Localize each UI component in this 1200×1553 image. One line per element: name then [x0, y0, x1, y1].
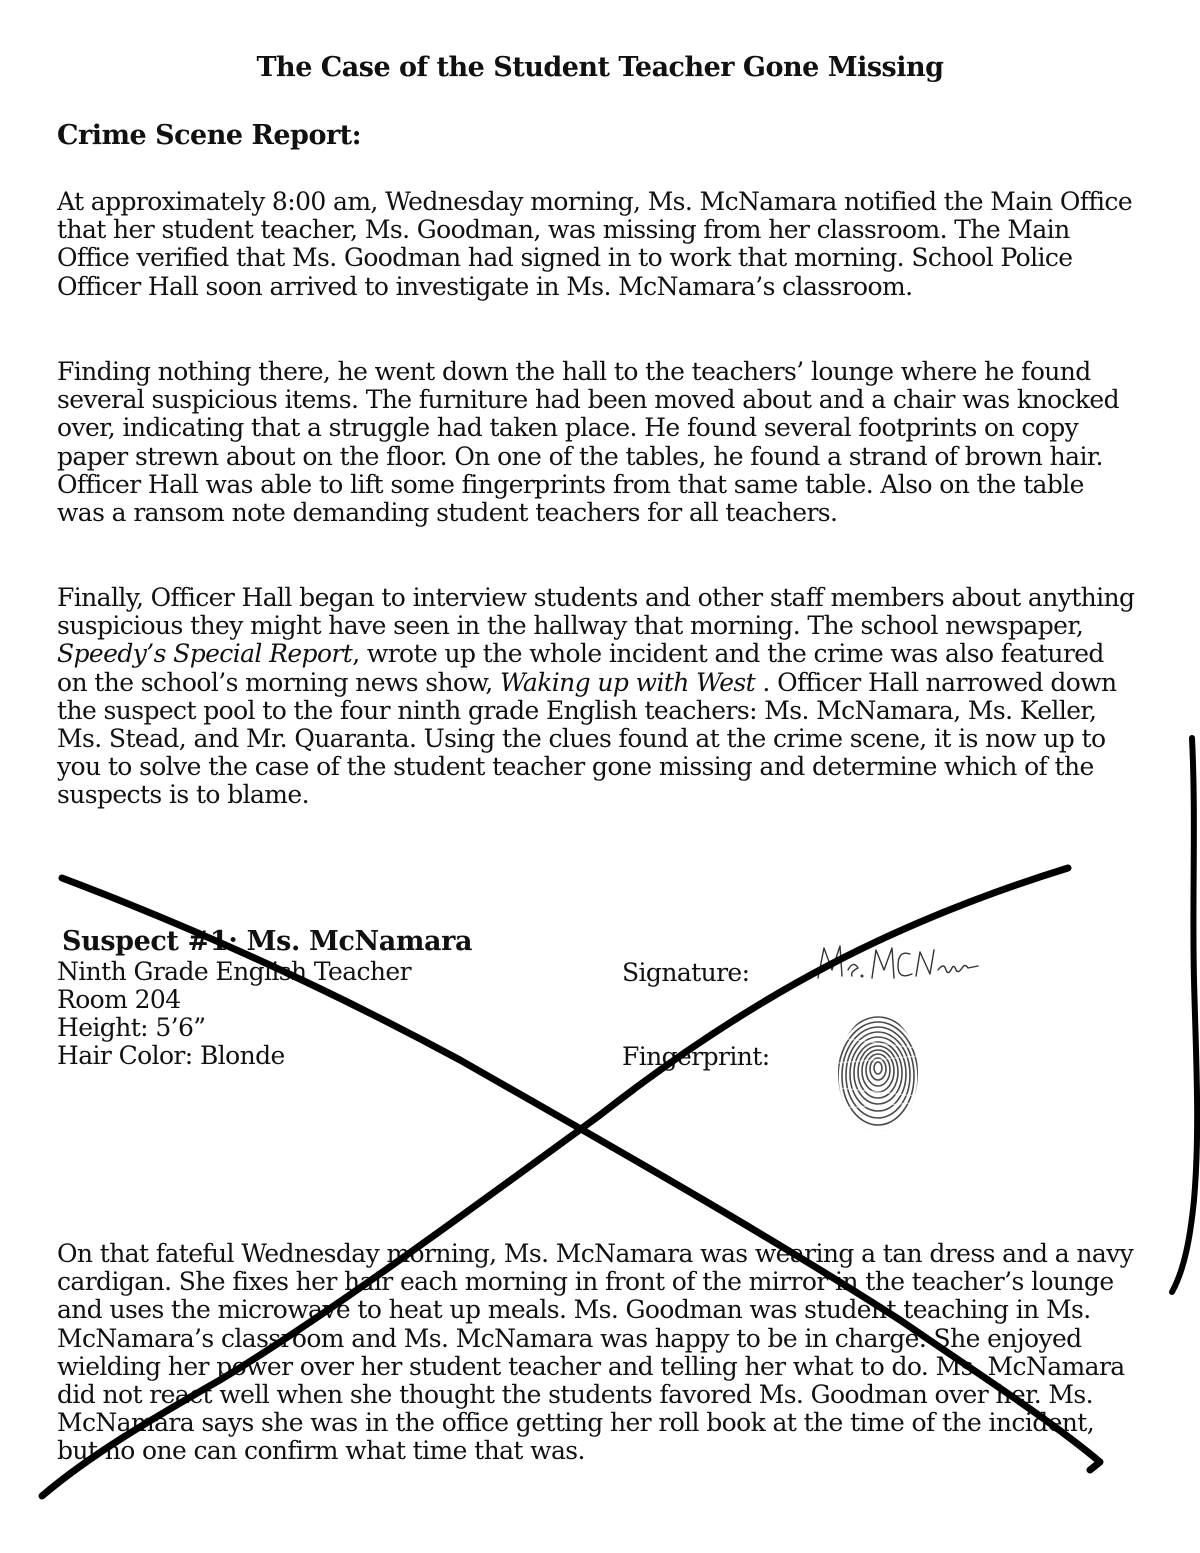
signature-label: Signature:: [622, 958, 750, 987]
suspect-height: Height: 5’6”: [57, 1013, 206, 1042]
section-heading: Crime Scene Report:: [57, 120, 362, 151]
report-paragraph-1: At approximately 8:00 am, Wednesday morning, Ms. McNamara notified the Main Office that her student teacher, Ms. Goodman, was missing from her classroom. The Main Office verified that Ms. Goodman had signed in to work that morning. School Police Officer Hall soon arrived to investigate in Ms. McNamara’s classroom.: [57, 187, 1133, 301]
signature-image: [812, 940, 982, 990]
suspect-room: Room 204: [57, 985, 181, 1014]
report-paragraph-3: [57, 584, 1137, 810]
suspect-hair-color: Hair Color: Blonde: [57, 1041, 285, 1070]
suspect-name: Suspect #1: Ms. McNamara: [62, 926, 473, 957]
fingerprint-image: [830, 1008, 926, 1138]
report-paragraph-2: Finding nothing there, he went down the hall to the teachers’ lounge where he found several suspicious items. The furniture had been moved about and a chair was knocked over, indicating that a struggle had taken place. He found several footprints on copy paper strewn about on the floor. On one of the tables, he found a strand of brown hair. Officer Hall was able to lift some fingerprints from that same table. Also on the table was a ransom note demanding student teachers for all teachers.: [57, 357, 1119, 528]
suspect-description: On that fateful Wednesday morning, Ms. McNamara was wearing a tan dress and a navy cardigan. She fixes her hair each morning in front of the mirror in the teacher’s lounge and uses the microwave to heat up meals. Ms. Goodman was student teaching in Ms. McNamara’s classroom and Ms. McNamara was happy to be in charge. She enjoyed wielding her power over her student teacher and telling her what to do. Ms. McNamara did not react well when she thought the students favored Ms. Goodman over her. Ms. McNamara says she was in the office getting her roll book at the time of the incident, but no one can confirm what time that was.: [57, 1239, 1134, 1466]
paragraph-3-part-3: . Officer Hall narrowed down the suspect pool to the four ninth grade English teachers: Ms. McNamara, Ms. Keller, Ms. Stead, and Mr. Quaranta. Using the clues found at the crime scene, it is now up to you to solve the case of the student teacher gone missing and determine which of the suspects is to blame.: [57, 667, 1117, 810]
paragraph-3-part-2: , wrote up the whole incident and the crime was also featured on the school’s morning news show,: [57, 639, 1104, 697]
news-show-name: Waking up with West: [499, 667, 756, 697]
newspaper-name: Speedy’s Special Report: [57, 639, 353, 669]
paragraph-3-part-1: Finally, Officer Hall began to interview students and other staff members about anything suspicious they might have seen in the hallway that morning. The school newspaper,: [57, 583, 1135, 641]
fingerprint-label: Fingerprint:: [622, 1042, 770, 1071]
suspect-role: Ninth Grade English Teacher: [57, 957, 411, 986]
page-title: The Case of the Student Teacher Gone Missing: [256, 52, 944, 83]
